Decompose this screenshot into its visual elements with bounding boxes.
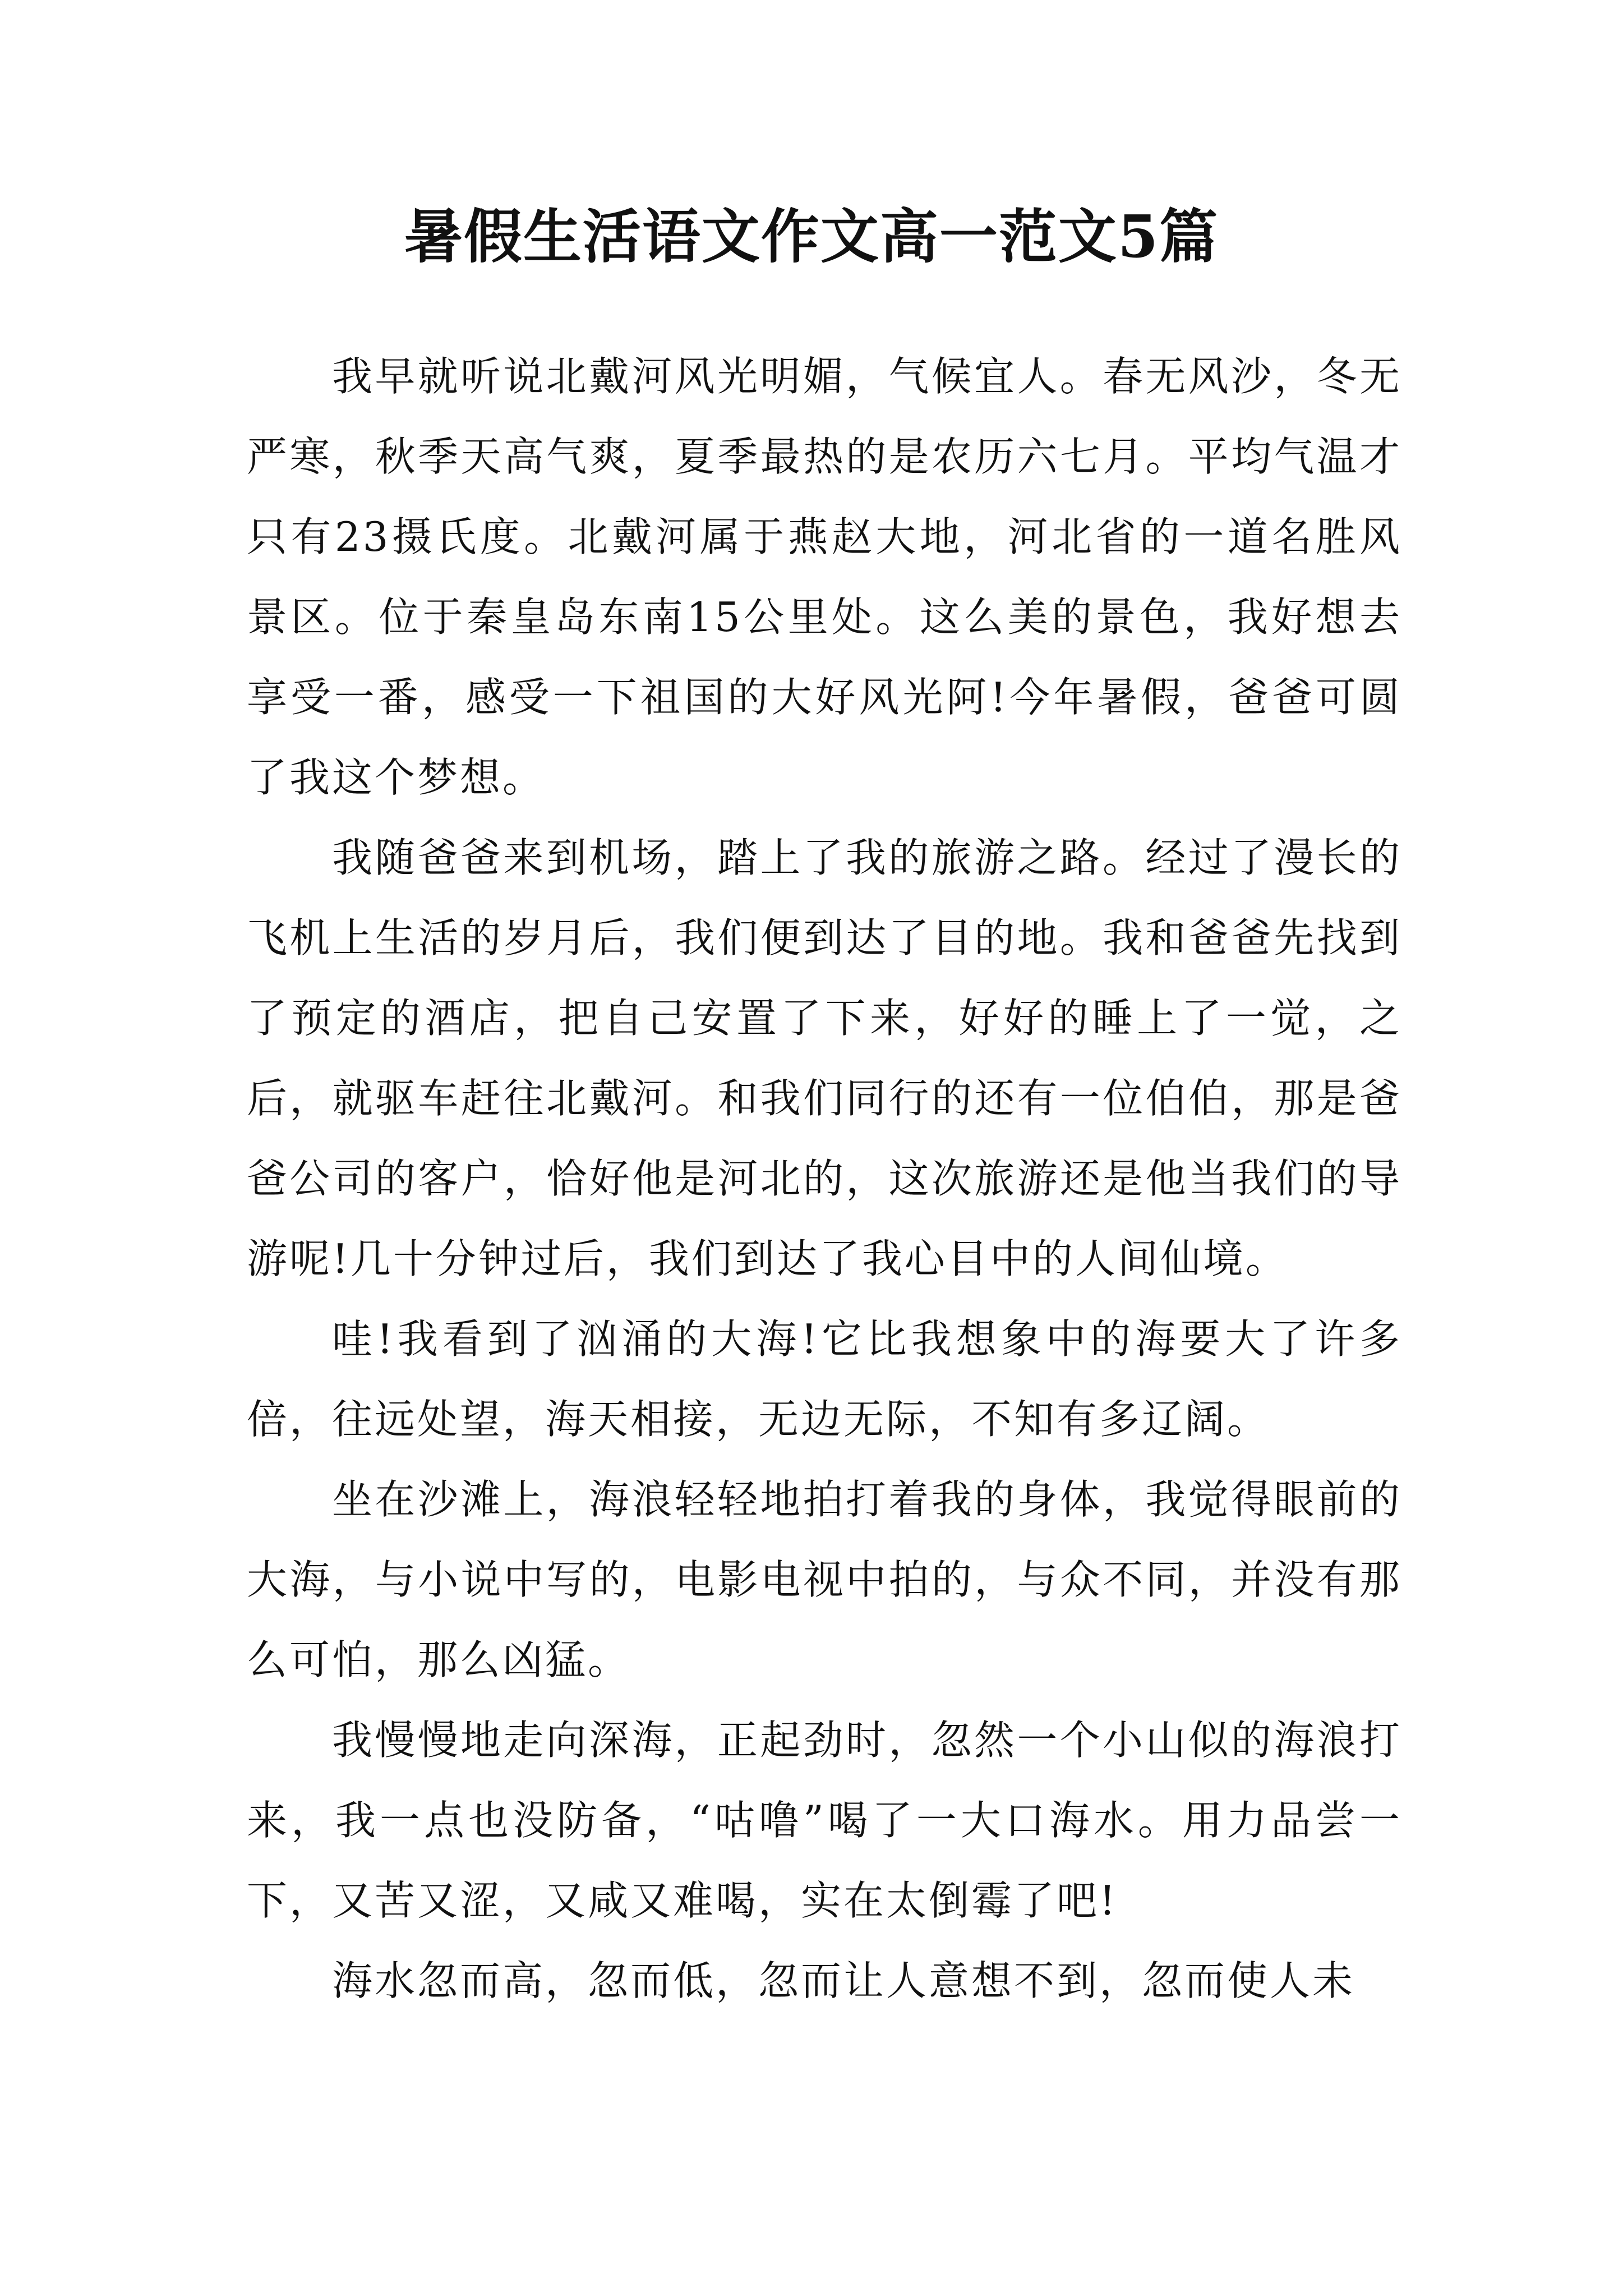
paragraph: 我早就听说北戴河风光明媚，气候宜人。春无风沙，冬无严寒，秋季天高气爽，夏季最热的是农历六七月。平均气温才只有23摄氏度。北戴河属于燕赵大地，河北省的一道名胜风景区。位于秦皇岛东南15公里处。这么美的景色，我好想去享受一番，感受一下祖国的大好风光阿!今年暑假，爸爸可圆了我这个梦想。 bbox=[247, 353, 1402, 801]
document-body bbox=[247, 337, 1402, 2021]
document-title: 暑假生活语文作文高一范文5篇 bbox=[404, 202, 1219, 271]
paragraph: 坐在沙滩上，海浪轻轻地拍打着我的身体，我觉得眼前的大海，与小说中写的，电影电视中拍的，与众不同，并没有那么可怕，那么凶猛。 bbox=[247, 1476, 1402, 1683]
paragraph: 哇!我看到了汹涌的大海!它比我想象中的海要大了许多倍，往远处望，海天相接，无边无际，不知有多辽阔。 bbox=[247, 1315, 1402, 1443]
paragraph: 我慢慢地走向深海，正起劲时，忽然一个小山似的海浪打来，我一点也没防备，“咕噜”喝了一大口海水。用力品尝一下，又苦又涩，又咸又难喝，实在太倒霉了吧! bbox=[247, 1717, 1402, 1924]
paragraph: 我随爸爸来到机场，踏上了我的旅游之路。经过了漫长的飞机上生活的岁月后，我们便到达了目的地。我和爸爸先找到了预定的酒店，把自己安置了下来，好好的睡上了一觉，之后，就驱车赶往北戴河。和我们同行的还有一位伯伯，那是爸爸公司的客户，恰好他是河北的，这次旅游还是他当我们的导游呢!几十分钟过后，我们到达了我心目中的人间仙境。 bbox=[247, 834, 1402, 1282]
paragraph: 海水忽而高，忽而低，忽而让人意想不到，忽而使人未 bbox=[332, 1957, 1355, 2004]
